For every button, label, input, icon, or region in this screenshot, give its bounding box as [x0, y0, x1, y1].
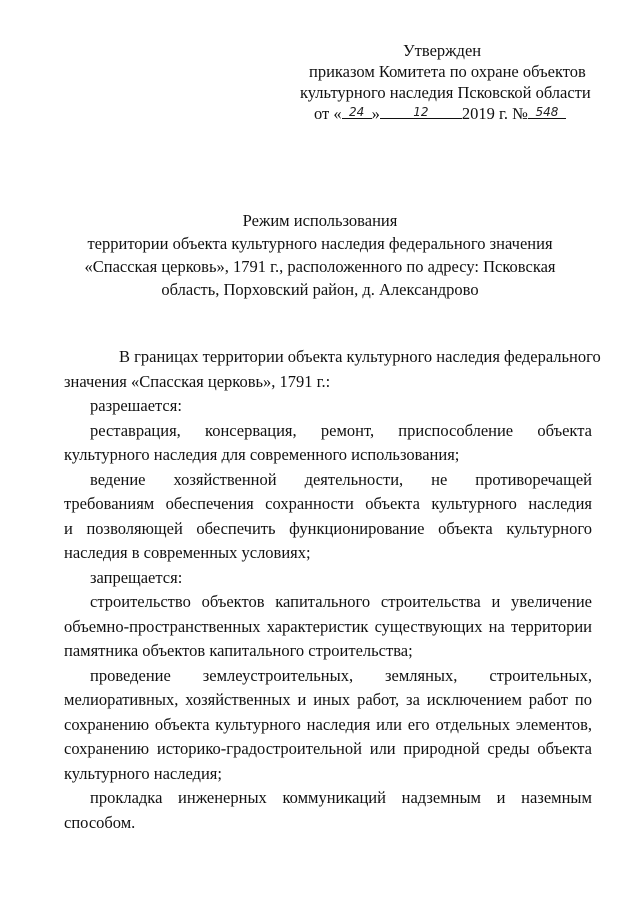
allowed-item-2-line-2: требованиям обеспечения сохранности объекта культурного наследия — [64, 494, 592, 513]
number-handwritten: 548 — [535, 105, 559, 119]
forbidden-item-2-line-1 — [64, 664, 592, 689]
allowed-item-1-line-2: культурного наследия для современного использования; — [64, 445, 460, 464]
word: ремонт, — [320, 420, 375, 440]
word: деятельности, — [304, 469, 404, 489]
document-body — [64, 345, 601, 835]
date-prefix: от « — [314, 104, 342, 123]
approval-committee-line: культурного наследия Псковской области — [300, 83, 591, 102]
approval-order-line: приказом Комитета по охране объектов — [309, 62, 586, 81]
day-handwritten: 24 — [348, 105, 365, 119]
forbidden-item-1-line-2: объемно-пространственных характеристик существующих на территории — [64, 616, 592, 636]
title-line-2: территории объекта культурного наследия федерального значения — [87, 234, 553, 253]
day-blank — [342, 103, 372, 119]
allowed-item-2-line-4: наследия в современных условиях; — [64, 543, 311, 562]
word: объекта — [537, 420, 592, 440]
allowed-heading: разрешается: — [90, 396, 182, 415]
title-line-1: Режим использования — [242, 211, 398, 230]
forbidden-item-1-line-3: памятника объектов капитального строительства; — [64, 641, 413, 660]
allowed-item-1-line-1 — [64, 419, 592, 444]
word: не — [431, 469, 448, 489]
approval-date-line — [300, 103, 620, 124]
forbidden-item-1-line-1: строительство объектов капитального строительства и увеличение — [90, 592, 592, 611]
word: и — [496, 788, 506, 807]
year-text: 2019 г. № — [461, 104, 528, 123]
word: ведение — [90, 469, 146, 489]
approval-block — [300, 40, 620, 124]
number-blank — [528, 103, 566, 119]
forbidden-item-2-line-4: сохранению историко-градостроительной или природной среды объекта — [64, 739, 592, 758]
date-mid: » — [371, 104, 380, 123]
allowed-item-2-line-1 — [64, 468, 592, 493]
forbidden-item-3-line-1 — [64, 786, 592, 811]
forbidden-item-2-line-5: культурного наследия; — [64, 763, 222, 783]
intro-text-1: В границах территории объекта культурного наследия федерального — [119, 347, 601, 366]
word: проведение — [90, 665, 171, 685]
allowed-item-2-line-3: и позволяющей обеспечить функционирование объекта культурного — [64, 518, 592, 538]
word: инженерных — [178, 788, 267, 807]
intro-line-2: значения «Спасская церковь», 1791 г.: — [64, 371, 331, 391]
forbidden-heading: запрещается: — [90, 567, 183, 587]
word: хозяйственной — [173, 469, 277, 489]
forbidden-item-2-line-3: сохранению объекта культурного наследия или его отдельных элементов, — [64, 714, 592, 734]
approval-heading: Утвержден — [403, 41, 482, 60]
word: землеустроительных, — [202, 665, 354, 685]
month-blank — [380, 103, 462, 119]
word: приспособление — [398, 420, 514, 440]
title-line-3: «Спасская церковь», 1791 г., расположенного по адресу: Псковская — [84, 257, 556, 276]
word: прокладка — [90, 788, 163, 807]
word: строительных, — [489, 665, 592, 685]
forbidden-item-2-line-2: мелиоративных, хозяйственных и иных работ, за исключением работ по — [64, 690, 592, 709]
word: консервация, — [205, 420, 297, 440]
title-line-4: область, Порховский район, д. Александрово — [161, 280, 479, 299]
document-title — [60, 209, 580, 301]
word: реставрация, — [90, 420, 181, 440]
word: противоречащей — [475, 469, 592, 489]
word: наземным — [521, 788, 592, 807]
word: земляных, — [385, 665, 458, 685]
word: надземным — [401, 788, 481, 807]
month-handwritten: 12 — [413, 105, 429, 119]
word: коммуникаций — [282, 788, 386, 807]
intro-line-1 — [64, 345, 601, 370]
forbidden-item-3-line-2: способом. — [64, 812, 136, 832]
